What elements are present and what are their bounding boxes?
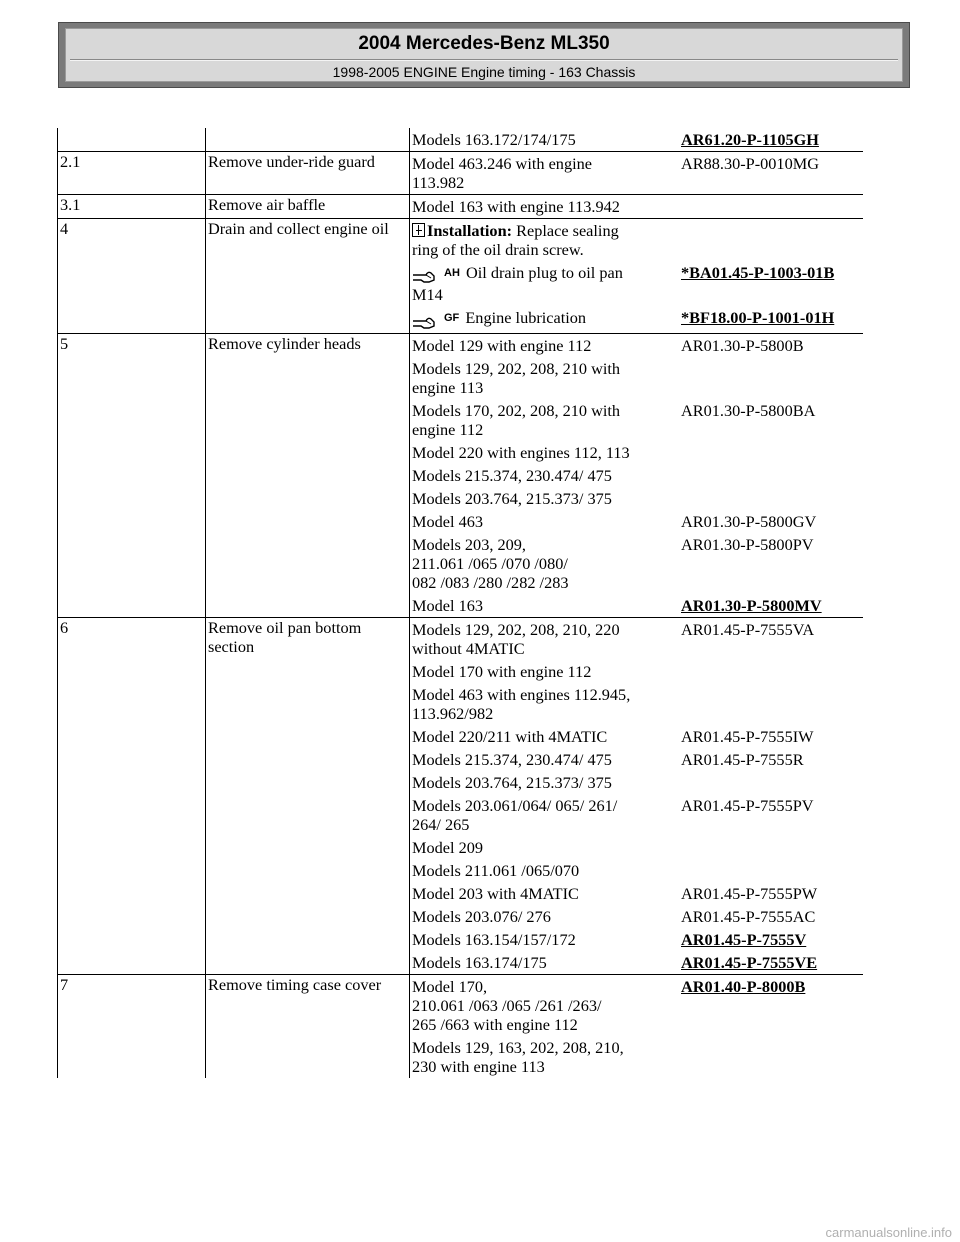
- detail-line: [409, 464, 863, 487]
- applicability-text: Models 211.061 /065/070: [412, 860, 580, 880]
- detail-line: [409, 882, 863, 905]
- reference-cell[interactable]: [677, 306, 863, 332]
- detail-line: [409, 487, 863, 510]
- table-row: [57, 617, 863, 974]
- reference-cell: [677, 357, 863, 399]
- step-number: 5: [57, 334, 205, 617]
- reference-cell: [677, 660, 863, 683]
- reference-text: AR88.30-P-0010MG: [681, 154, 819, 173]
- detail-line: [409, 357, 863, 399]
- applicability-text: Models 215.374, 230.474/ 475: [412, 749, 612, 769]
- reference-cell[interactable]: [677, 951, 863, 974]
- applicability-text: Models 203.076/ 276: [412, 906, 551, 926]
- detail-line: [409, 533, 863, 594]
- applicability-text: 210.061 /063 /065 /261 /263/: [412, 995, 602, 1015]
- applicability-text: without 4MATIC: [412, 638, 525, 658]
- reference-cell: [677, 219, 863, 261]
- installation-label: Installation:: [427, 221, 513, 240]
- applicability: [409, 261, 677, 306]
- applicability: [409, 928, 677, 951]
- applicability-text: Model 220 with engines 112, 113: [412, 442, 630, 462]
- page-header-inner: [65, 28, 903, 82]
- detail-line: [409, 334, 863, 357]
- applicability-text: Model 163: [412, 595, 483, 615]
- applicability: [409, 660, 677, 683]
- applicability: [409, 306, 677, 332]
- detail-line: [409, 594, 863, 617]
- applicability-text: Oil drain plug to oil pan: [465, 263, 623, 282]
- table-row: [57, 218, 863, 333]
- applicability-text: Models 203.061/064/ 065/ 261/: [412, 795, 618, 815]
- reference-cell: [677, 334, 863, 357]
- step-details: [409, 334, 863, 617]
- applicability-text: Models 129, 202, 208, 210, 220: [412, 619, 620, 639]
- reference-text: AR01.30-P-5800B: [681, 335, 804, 355]
- applicability-text: 265 /663 with engine 112: [412, 1014, 578, 1034]
- applicability-text: 230 with engine 113: [412, 1056, 545, 1076]
- reference-text: AR01.45-P-7555IW: [681, 726, 814, 746]
- applicability-text: Model 170,: [412, 976, 488, 996]
- step-number: 4: [57, 219, 205, 333]
- header-divider: [70, 59, 898, 61]
- detail-line: [409, 399, 863, 441]
- step-number: 7: [57, 975, 205, 1078]
- applicability-text: Models 203.764, 215.373/ 375: [412, 488, 612, 508]
- applicability-text: Models 170, 202, 208, 210 with: [412, 400, 621, 420]
- applicability-text: Models 203, 209,: [412, 534, 526, 554]
- table-row: [57, 333, 863, 617]
- applicability-text: Model 463: [412, 511, 483, 531]
- reference-cell[interactable]: [677, 594, 863, 617]
- reference-cell: [677, 859, 863, 882]
- installation-note-icon: [412, 223, 425, 237]
- reference-cell: [677, 882, 863, 905]
- pointing-hand-icon: [412, 309, 459, 330]
- detail-line: [409, 905, 863, 928]
- reference-cell: [677, 905, 863, 928]
- applicability: [409, 951, 677, 974]
- step-number: 3.1: [57, 195, 205, 218]
- table-row: [57, 974, 863, 1078]
- step-action: Drain and collect engine oil: [205, 219, 409, 333]
- watermark: carmanualsonline.info: [825, 1225, 952, 1240]
- applicability-text: 211.061 /065 /070 /080/: [412, 553, 568, 573]
- applicability-text: 113.962/982: [412, 703, 494, 723]
- applicability-text: Models 215.374, 230.474/ 475: [412, 465, 612, 485]
- reference-text: AR01.45-P-7555PW: [681, 883, 818, 903]
- step-action: Remove timing case cover: [205, 975, 409, 1078]
- detail-line: [409, 928, 863, 951]
- step-number: [57, 128, 205, 151]
- applicability: [409, 1036, 677, 1078]
- detail-line: [409, 683, 863, 725]
- applicability: [409, 441, 677, 464]
- applicability: [409, 533, 677, 594]
- applicability-text: Models 129, 163, 202, 208, 210,: [412, 1037, 624, 1057]
- reference-cell: [677, 748, 863, 771]
- reference-link[interactable]: AR01.30-P-5800MV: [681, 595, 822, 615]
- reference-cell: [677, 771, 863, 794]
- detail-line: [409, 794, 863, 836]
- applicability: [409, 195, 677, 218]
- detail-line: [409, 195, 863, 218]
- applicability-text: Models 203.764, 215.373/ 375: [412, 772, 612, 792]
- step-details: [409, 152, 863, 194]
- reference-cell: [677, 510, 863, 533]
- applicability-text: Models 129, 202, 208, 210 with: [412, 358, 621, 378]
- applicability: [409, 594, 677, 617]
- reference-text: AR01.30-P-5800PV: [681, 534, 814, 554]
- applicability-text: Model 463 with engines 112.945,: [412, 684, 631, 704]
- applicability: [409, 905, 677, 928]
- applicability-text: Model 203 with 4MATIC: [412, 883, 579, 903]
- applicability: [409, 748, 677, 771]
- reference-cell: [677, 464, 863, 487]
- reference-text: AR01.30-P-5800GV: [681, 511, 817, 531]
- applicability: [409, 399, 677, 441]
- reference-cell: [677, 683, 863, 725]
- reference-text: AR01.45-P-7555R: [681, 749, 804, 769]
- reference-text: AR01.45-P-7555PV: [681, 795, 814, 815]
- reference-link[interactable]: *BF18.00-P-1001-01H: [681, 308, 835, 328]
- step-action: Remove cylinder heads: [205, 334, 409, 617]
- applicability: [409, 510, 677, 533]
- applicability: [409, 794, 677, 836]
- step-action: Remove air baffle: [205, 195, 409, 218]
- applicability-text: 082 /083 /280 /282 /283: [412, 572, 569, 592]
- reference-cell: [677, 441, 863, 464]
- applicability: [409, 683, 677, 725]
- reference-text: AR01.30-P-5800BA: [681, 400, 816, 420]
- applicability-text: Engine lubrication: [465, 308, 587, 328]
- step-details: [409, 219, 863, 333]
- applicability: [409, 464, 677, 487]
- applicability-text: Model 209: [412, 837, 483, 857]
- reference-link[interactable]: AR01.45-P-7555V: [681, 929, 807, 949]
- applicability-text: Model 463.246 with engine: [412, 154, 592, 173]
- reference-link[interactable]: AR61.20-P-1105GH: [681, 130, 819, 149]
- applicability: [409, 219, 677, 261]
- step-action: [205, 128, 409, 151]
- applicability: [409, 152, 677, 194]
- reference-text: AR01.45-P-7555VA: [681, 619, 815, 639]
- reference-code: AH: [444, 267, 460, 279]
- applicability-text: engine 112: [412, 419, 484, 439]
- reference-cell: [677, 618, 863, 660]
- detail-line: [409, 441, 863, 464]
- step-number: 2.1: [57, 152, 205, 194]
- table-row: [57, 151, 863, 194]
- reference-cell[interactable]: [677, 975, 863, 1036]
- reference-link[interactable]: AR01.45-P-7555VE: [681, 952, 818, 972]
- detail-line: [409, 510, 863, 533]
- reference-link[interactable]: AR01.40-P-8000B: [681, 976, 806, 996]
- applicability: [409, 836, 677, 859]
- applicability-text: Models 163.172/174/175: [412, 130, 576, 149]
- table-row: [57, 194, 863, 218]
- detail-line: [409, 771, 863, 794]
- reference-cell[interactable]: [677, 261, 863, 306]
- applicability-text: M14: [412, 285, 443, 305]
- step-details: [409, 975, 863, 1078]
- applicability-text: Replace sealing: [516, 221, 619, 240]
- detail-line: [409, 725, 863, 748]
- applicability: [409, 859, 677, 882]
- detail-line: [409, 152, 863, 194]
- reference-cell: [677, 399, 863, 441]
- applicability-text: Model 163 with engine 113.942: [412, 197, 620, 216]
- applicability-text: Models 163.174/175: [412, 952, 547, 972]
- applicability: [409, 725, 677, 748]
- applicability-text: Model 129 with engine 112: [412, 335, 592, 355]
- step-details: [409, 195, 863, 218]
- step-action: Remove oil pan bottom section: [205, 618, 409, 974]
- detail-line: [409, 975, 863, 1036]
- applicability-text: ring of the oil drain screw.: [412, 240, 584, 259]
- applicability: [409, 771, 677, 794]
- step-details: [409, 128, 863, 151]
- detail-line: [409, 859, 863, 882]
- applicability: [409, 487, 677, 510]
- reference-cell: [677, 794, 863, 836]
- applicability: [409, 334, 677, 357]
- step-action: Remove under-ride guard: [205, 152, 409, 194]
- applicability-text: engine 113: [412, 377, 484, 397]
- applicability-text: Model 220/211 with 4MATIC: [412, 726, 608, 746]
- applicability: [409, 128, 677, 151]
- detail-line: [409, 1036, 863, 1078]
- reference-cell: [677, 836, 863, 859]
- reference-cell: [677, 195, 863, 218]
- procedure-table: [57, 128, 863, 1078]
- table-row: [57, 128, 863, 151]
- reference-cell: [677, 487, 863, 510]
- applicability-text: 113.982: [412, 173, 465, 192]
- applicability: [409, 357, 677, 399]
- reference-cell: [677, 152, 863, 194]
- step-number: 6: [57, 618, 205, 974]
- reference-cell: [677, 725, 863, 748]
- detail-line: [409, 660, 863, 683]
- pointing-hand-icon: [412, 264, 460, 285]
- detail-line: [409, 219, 863, 261]
- reference-cell[interactable]: [677, 928, 863, 951]
- page-subtitle: 1998-2005 ENGINE Engine timing - 163 Chassis: [332, 64, 636, 80]
- detail-line: [409, 748, 863, 771]
- applicability-text: Models 163.154/157/172: [412, 929, 576, 949]
- applicability-text: Model 170 with engine 112: [412, 661, 592, 681]
- reference-text: AR01.45-P-7555AC: [681, 906, 816, 926]
- applicability-text: 264/ 265: [412, 814, 470, 834]
- applicability: [409, 882, 677, 905]
- detail-line: [409, 261, 863, 306]
- detail-line: [409, 836, 863, 859]
- reference-cell: [677, 533, 863, 594]
- step-details: [409, 618, 863, 974]
- page-header: [58, 22, 910, 88]
- detail-line: [409, 306, 863, 332]
- applicability: [409, 618, 677, 660]
- reference-cell[interactable]: [677, 128, 863, 151]
- detail-line: [409, 951, 863, 974]
- page-title: 2004 Mercedes-Benz ML350: [358, 33, 610, 54]
- reference-link[interactable]: *BA01.45-P-1003-01B: [681, 263, 835, 282]
- reference-code: GF: [444, 312, 460, 325]
- applicability: [409, 975, 677, 1036]
- detail-line: [409, 618, 863, 660]
- reference-cell: [677, 1036, 863, 1078]
- detail-line: [409, 128, 863, 151]
